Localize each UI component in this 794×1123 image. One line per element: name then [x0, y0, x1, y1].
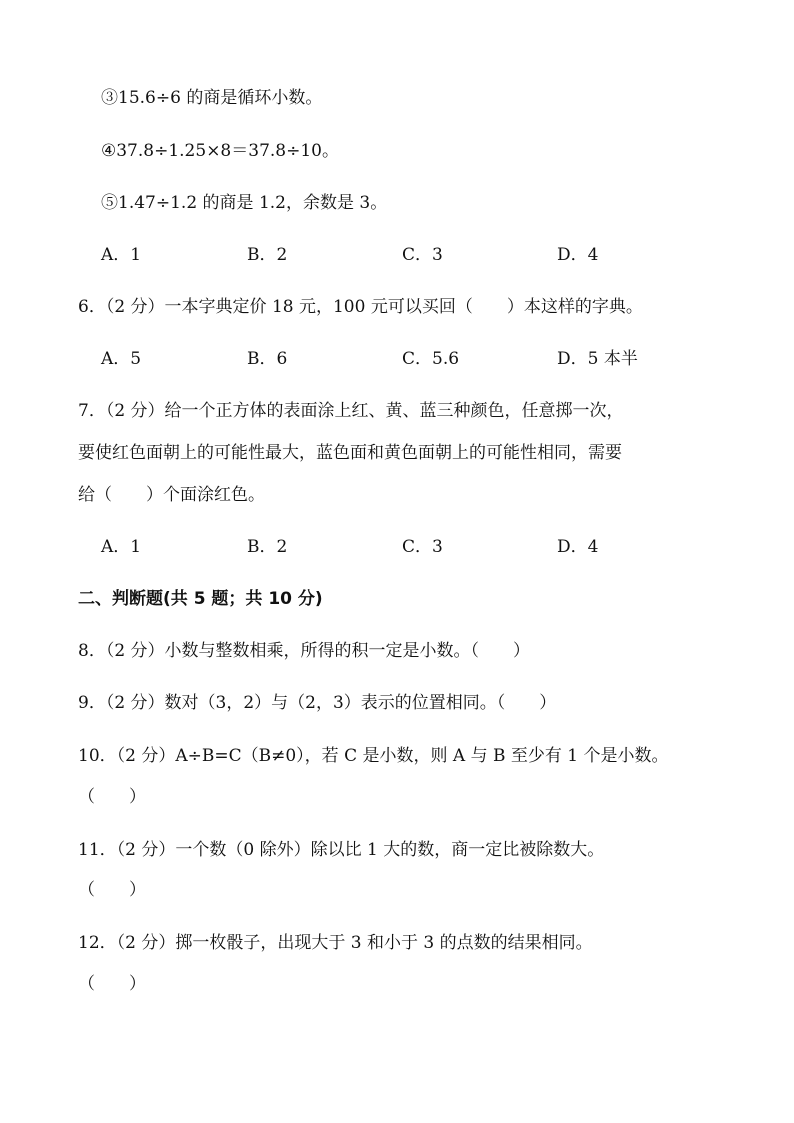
- statement-4: ④37.8÷1.25×8＝37.8÷10。: [101, 141, 339, 161]
- option-a[interactable]: A．1: [101, 245, 142, 265]
- q7-line-2: 要使红色面朝上的可能性最大，蓝色面和黄色面朝上的可能性相同，需要: [78, 443, 622, 463]
- q7-options: [101, 535, 661, 559]
- q7-line-1: 7．（2 分）给一个正方体的表面涂上红、黄、蓝三种颜色，任意掷一次，: [78, 401, 624, 421]
- q7-line-3: 给（ ）个面涂红色。: [78, 485, 265, 505]
- option-b[interactable]: B．2: [247, 537, 288, 557]
- option-d[interactable]: D．5 本半: [557, 349, 638, 369]
- statement-3: ③15.6÷6 的商是循环小数。: [101, 88, 323, 108]
- q10-text: 10．（2 分）A÷B=C（B≠0），若 C 是小数，则 A 与 B 至少有 1 个是小数。: [78, 746, 669, 766]
- statement-5: ⑤1.47÷1.2 的商是 1.2，余数是 3。: [101, 193, 388, 213]
- option-a[interactable]: A．1: [101, 537, 142, 557]
- q8-text: 8．（2 分）小数与整数相乘，所得的积一定是小数。（ ）: [78, 641, 531, 661]
- q6-text: 6．（2 分）一本字典定价 18 元，100 元可以买回（ ）本这样的字典。: [78, 297, 643, 317]
- option-b[interactable]: B．6: [247, 349, 288, 369]
- option-c[interactable]: C．3: [402, 537, 443, 557]
- option-c[interactable]: C．3: [402, 245, 443, 265]
- section-title: 二、判断题(共 5 题；共 10 分): [78, 589, 323, 609]
- option-d[interactable]: D．4: [557, 537, 599, 557]
- q12-answer-blank[interactable]: （ ）: [78, 974, 146, 994]
- option-c[interactable]: C．5.6: [402, 349, 460, 369]
- option-d[interactable]: D．4: [557, 245, 599, 265]
- option-a[interactable]: A．5: [101, 349, 142, 369]
- q5-options: [101, 243, 661, 267]
- q11-text: 11．（2 分）一个数（0 除外）除以比 1 大的数，商一定比被除数大。: [78, 840, 605, 860]
- q9-text: 9．（2 分）数对（3，2）与（2，3）表示的位置相同。（ ）: [78, 693, 557, 713]
- q12-text: 12．（2 分）掷一枚骰子，出现大于 3 和小于 3 的点数的结果相同。: [78, 933, 593, 953]
- option-b[interactable]: B．2: [247, 245, 288, 265]
- q6-options: [101, 347, 661, 371]
- q11-answer-blank[interactable]: （ ）: [78, 880, 146, 900]
- q10-answer-blank[interactable]: （ ）: [78, 787, 146, 807]
